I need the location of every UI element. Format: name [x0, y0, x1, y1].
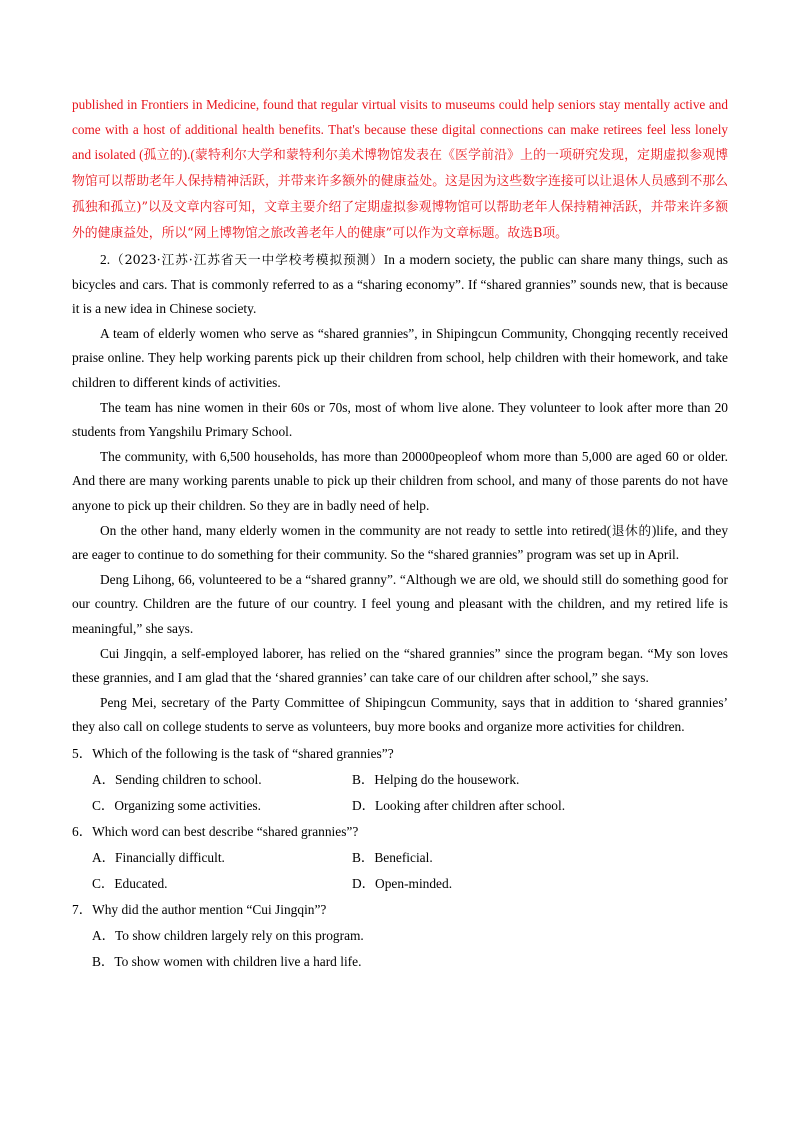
question-5: 5．Which of the following is the task of “shared grannies”? [72, 745, 394, 761]
q7-option-a[interactable]: A．To show children largely rely on this program. [92, 927, 364, 943]
passage-number: 2. [100, 252, 111, 267]
p5-part-a: On the other hand, many elderly women in the community are not ready to settle into retired( [100, 522, 612, 538]
question-6: 6．Which word can best describe “shared grannies”? [72, 823, 359, 839]
q5-option-a[interactable]: A．Sending children to school. [92, 771, 262, 787]
question-5-options-row-1 [72, 767, 728, 793]
passage-paragraph-5 [72, 519, 728, 568]
passage-paragraph-3: The team has nine women in their 60s or 70s, most of whom live alone. They volunteer to look after more than 20 students from Yangshilu Primary School. [72, 399, 728, 440]
answer-english-text: published in Frontiers in Medicine, found that regular virtual visits to museums could help seniors stay mentally active and come with a host of additional health benefits. That's because these digital connections can make retirees feel less lonely and isolated ( [72, 97, 728, 162]
answer-punct: ).( [182, 147, 195, 162]
answer-conclusion: )”以及文章内容可知，文章主要介绍了定期虚拟参观博物馆可以帮助老年人保持精神活跃，并带来许多额外的健康益处，所以“网上博物馆之旅改善老年人的健康”可以作为文章标题。故选B项。 [72, 200, 728, 241]
answer-explanation [72, 92, 728, 246]
answer-gloss: 孤立的 [143, 148, 183, 163]
q6-option-d[interactable]: D．Open-minded. [352, 875, 453, 891]
passage-paragraph-2: A team of elderly women who serve as “shared grannies”, in Shipingcun Community, Chongqing recently received praise online. They help working parents pick up their children from school, help children with their homework, and take children to different kinds of activities. [72, 325, 728, 390]
answer-chinese-translation: 蒙特利尔大学和蒙特利尔美术博物馆发表在《医学前沿》上的一项研究发现，定期虚拟参观博物馆可以帮助老年人保持精神活跃，并带来许多额外的健康益处。这是因为这些数字连接可以让退休人员感到不那么孤独和孤立 [72, 148, 729, 215]
passage-intro [72, 248, 728, 322]
document-page [72, 92, 728, 975]
q6-option-b[interactable]: B．Beneficial. [352, 849, 433, 865]
question-6-options-row-2 [72, 871, 728, 897]
passage-paragraph-8: Peng Mei, secretary of the Party Committee of Shipingcun Community, says that in addition to ‘shared grannies’ they also call on college students to serve as volunteers, buy more books and organize more activities for children. [72, 694, 728, 735]
question-6-options-row-1 [72, 845, 728, 871]
q6-option-c[interactable]: C．Educated. [92, 875, 168, 891]
passage-paragraph-7: Cui Jingqin, a self-employed laborer, has relied on the “shared grannies” since the program began. “My son loves these grannies, and I am glad that the ‘shared grannies’ can take care of our children after school,” she says. [72, 645, 728, 686]
passage-paragraph-6: Deng Lihong, 66, volunteered to be a “shared granny”. “Although we are old, we should still do something good for our country. Children are the future of our country. I feel young and pleasant with the children, and my retired life is meaningful,” she says. [72, 571, 728, 636]
q5-option-c[interactable]: C．Organizing some activities. [92, 797, 261, 813]
q5-option-d[interactable]: D．Looking after children after school. [352, 797, 566, 813]
passage-paragraph-1: In a modern society, the public can share many things, such as bicycles and cars. That is commonly referred to as a “sharing economy”. If “shared grannies” sounds new, that is because it is a new idea in Chinese society. [72, 252, 729, 317]
question-7: 7．Why did the author mention “Cui Jingqin”? [72, 901, 327, 917]
p5-gloss: 退休的 [611, 522, 652, 538]
passage-paragraph-4: The community, with 6,500 households, has more than 20000peopleof whom more than 5,000 are aged 60 or older. And there are many working parents unable to pick up their children from school, and many of those parents do not have anyone to pick up their children. So they are in badly need of help. [72, 448, 728, 513]
q6-option-a[interactable]: A．Financially difficult. [92, 849, 225, 865]
passage-source: （2023·江苏·江苏省天一中学校考模拟预测） [110, 252, 384, 267]
p5-part-b: )life, and they are eager to continue to do something for their community. So the “shared grannies” program was set up in April. [72, 522, 729, 563]
q5-option-b[interactable]: B．Helping do the housework. [352, 771, 520, 787]
q7-option-b[interactable]: B．To show women with children live a hard life. [92, 953, 362, 969]
question-5-options-row-2 [72, 793, 728, 819]
